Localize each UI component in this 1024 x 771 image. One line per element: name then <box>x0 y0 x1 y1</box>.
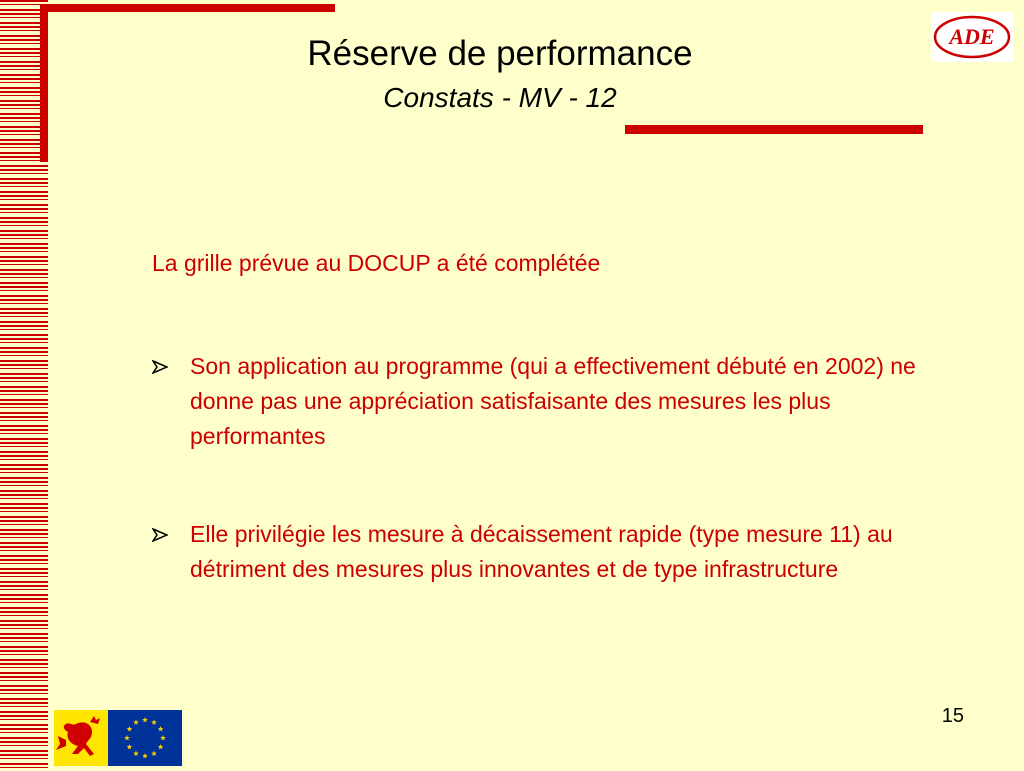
arrowhead-bullet-icon <box>152 349 182 374</box>
bullet-text: Elle privilégie les mesure à décaissement rapide (type mesure 11) au détriment des mesures plus innovantes et de type infrastructure <box>190 521 893 582</box>
bullet-item <box>152 349 962 454</box>
ade-logo <box>931 12 1013 62</box>
page-number: 15 <box>941 705 964 727</box>
bullet-text: Son application au programme (qui a effectivement débuté en 2002) ne donne pas une appréciation satisfaisante des mesures les plus performantes <box>190 353 916 449</box>
ade-logo-text: ADE <box>949 24 995 49</box>
slide-subtitle: Constats - MV - 12 <box>383 82 617 113</box>
slide-title: Réserve de performance <box>307 34 693 73</box>
arrowhead-bullet-icon <box>152 517 182 542</box>
wallonia-rooster-flag <box>54 710 108 766</box>
bullet-item <box>152 517 962 587</box>
european-union-flag <box>108 710 182 766</box>
intro-text: La grille prévue au DOCUP a été complétée <box>152 250 601 276</box>
decorative-frame-left <box>40 4 48 162</box>
decorative-frame-top <box>40 4 335 12</box>
decorative-accent-line <box>625 125 923 134</box>
